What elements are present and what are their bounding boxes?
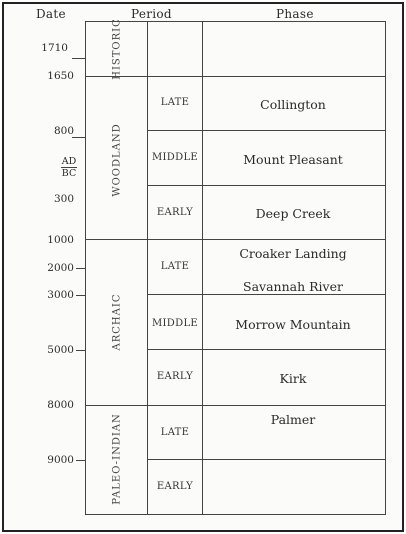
table-border-top bbox=[85, 21, 386, 22]
row-divider bbox=[147, 130, 386, 131]
subperiod-divider bbox=[202, 21, 203, 515]
date-tick bbox=[76, 350, 86, 351]
period-woodland: WOODLAND bbox=[111, 123, 123, 197]
date-label: 2000 bbox=[47, 262, 74, 274]
era-divider bbox=[60, 156, 78, 179]
period-boundary bbox=[85, 239, 386, 240]
phase-label: Mount Pleasant bbox=[243, 152, 343, 167]
row-divider bbox=[147, 349, 386, 350]
period-boundary bbox=[85, 76, 386, 77]
period-archaic: ARCHAIC bbox=[111, 293, 123, 351]
date-label: 5000 bbox=[47, 344, 74, 356]
subperiod-label: EARLY bbox=[156, 207, 194, 218]
phase-label: Collington bbox=[260, 97, 326, 112]
phase-label: Palmer bbox=[270, 412, 316, 427]
date-label: 800 bbox=[53, 125, 74, 137]
row-divider bbox=[147, 294, 386, 295]
date-column-header: Date bbox=[36, 7, 66, 21]
phase-column-header: Phase bbox=[276, 7, 314, 21]
row-divider bbox=[147, 185, 386, 186]
period-historic: HISTORIC bbox=[111, 18, 123, 80]
period-paleo-indian: PALEO-INDIAN bbox=[111, 413, 123, 505]
subperiod-label: EARLY bbox=[156, 481, 194, 492]
row-divider bbox=[147, 459, 386, 460]
date-tick bbox=[76, 295, 86, 296]
date-label: 8000 bbox=[47, 399, 74, 411]
date-label: 1710 bbox=[41, 42, 68, 54]
subperiod-label: MIDDLE bbox=[152, 152, 198, 163]
table-border-right bbox=[385, 21, 386, 515]
date-tick bbox=[72, 137, 86, 138]
date-label: 1000 bbox=[47, 234, 74, 246]
subperiod-label: LATE bbox=[160, 427, 190, 438]
table-border-bottom bbox=[85, 514, 386, 515]
phase-label: Kirk bbox=[279, 371, 307, 386]
date-tick bbox=[76, 460, 86, 461]
era-bc-label: BC bbox=[61, 168, 77, 179]
subperiod-label: MIDDLE bbox=[152, 318, 198, 329]
date-label: 3000 bbox=[47, 289, 74, 301]
period-boundary bbox=[85, 405, 386, 406]
phase-label: Croaker Landing bbox=[239, 246, 347, 261]
subperiod-label: LATE bbox=[160, 97, 190, 108]
subperiod-label: LATE bbox=[160, 261, 190, 272]
date-label: 300 bbox=[53, 193, 74, 205]
phase-label: Savannah River bbox=[243, 279, 343, 294]
subperiod-label: EARLY bbox=[156, 371, 194, 382]
period-column-header: Period bbox=[131, 7, 172, 21]
chronology-table bbox=[85, 21, 386, 515]
date-label: 9000 bbox=[47, 454, 74, 466]
date-tick bbox=[76, 268, 86, 269]
date-label: 1650 bbox=[47, 70, 74, 82]
phase-label: Morrow Mountain bbox=[235, 317, 351, 332]
date-tick bbox=[72, 58, 86, 59]
phase-label: Deep Creek bbox=[255, 206, 331, 221]
era-ad-label: AD bbox=[61, 156, 77, 167]
